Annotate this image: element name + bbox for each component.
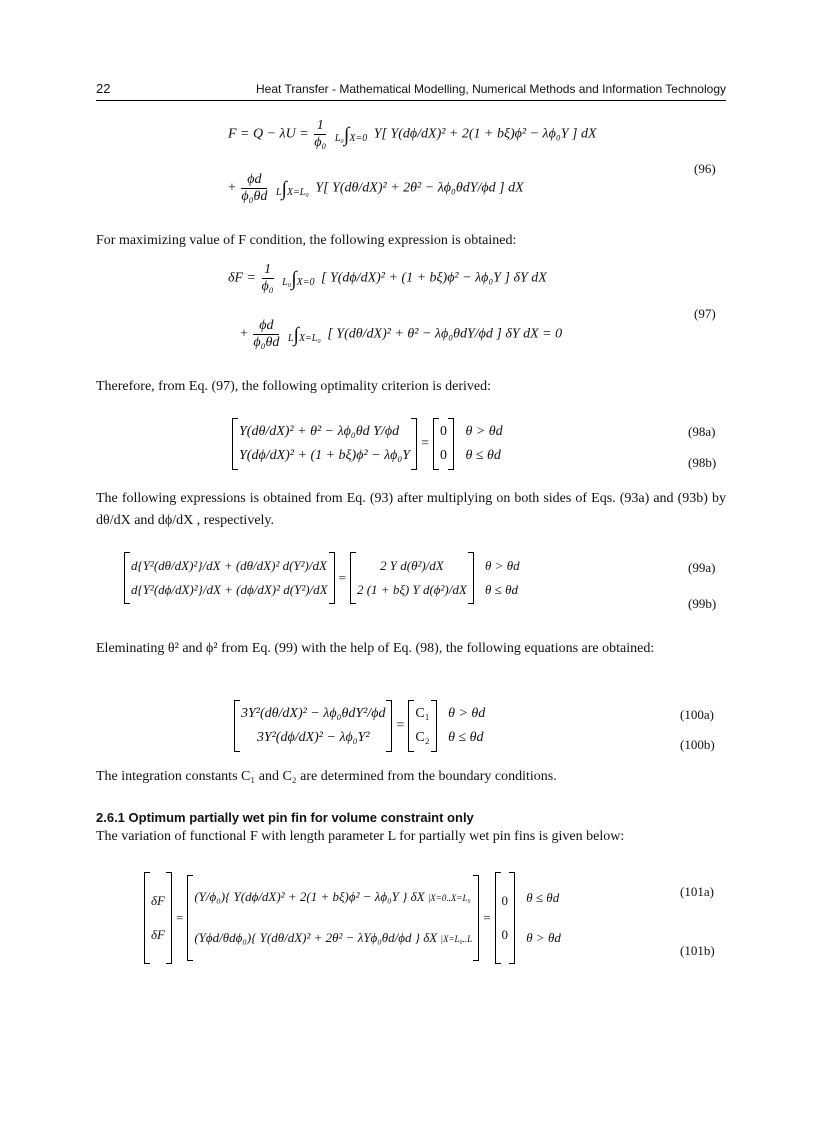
paragraph-3: The following expressions is obtained from Eq. (93) after multiplying on both sides of Eqs. (93a) and (93b) by dθ/dX and dϕ/dX , respectively. bbox=[96, 491, 726, 528]
equation-97-line2: + $\frac{\phi d}{\text{ϕ₀θd}}$ L∫X=L₀ [ Y(dθ/dX)² + θ² − λϕ₀θdY/ϕd ] δY dX = 0 bbox=[240, 318, 563, 350]
equation-number-101b: (101b) bbox=[680, 943, 715, 958]
equation-number-98b: (98b) bbox=[688, 455, 717, 470]
equation-number-101a: (101a) bbox=[680, 884, 714, 899]
paragraph-1: For maximizing value of F condition, the following expression is obtained: bbox=[96, 233, 517, 248]
equation-101: δF δF = (Y/ϕ₀){ Y(dϕ/dX)² + 2(1 + bξ)ϕ² − λϕ₀Y } δX |X=0..X=L₀ (Yϕd/θdϕ₀){ Y(dθ/dX)² + 2θ² − λYϕ₀θd/ϕd } δX |X=L₀..L = 0 0 θ ≤ θd θ > θd bbox=[144, 872, 561, 964]
equation-number-100b: (100b) bbox=[680, 737, 715, 752]
page-number: 22 bbox=[96, 81, 111, 96]
equation-98: Y(dθ/dX)² + θ² − λϕ₀θd Y/ϕd Y(dϕ/dX)² + (1 + bξ)ϕ² − λϕ₀Y = 0 0 θ > θd θ ≤ θd bbox=[232, 418, 503, 470]
equation-number-97: (97) bbox=[694, 306, 716, 321]
equation-97-line1: δF = $\frac{1}{\text{ϕ₀}}$ L₀∫X=0 [ Y(dϕ/dX)² + (1 + bξ)ϕ² − λϕ₀Y ] δY dX bbox=[228, 262, 547, 294]
equation-99: d{Y²(dθ/dX)²}/dX + (dθ/dX)² d(Y²)/dX d{Y²(dϕ/dX)²}/dX + (dϕ/dX)² d(Y²)/dX = 2 Y d(θ²)/dX 2 (1 + bξ) Y d(ϕ²)/dX θ > θd θ ≤ θd bbox=[124, 552, 520, 604]
running-title: Heat Transfer - Mathematical Modelling, Numerical Methods and Information Technology bbox=[255, 82, 726, 96]
paragraph-6: The variation of functional F with length parameter L for partially wet pin fins is given below: bbox=[96, 829, 625, 844]
equation-number-100a: (100a) bbox=[680, 707, 714, 722]
equation-number-98a: (98a) bbox=[688, 424, 716, 439]
section-heading: 2.6.1 Optimum partially wet pin fin for volume constraint only bbox=[96, 810, 474, 825]
equation-96-line2: + $\frac{\phi d}{\text{ϕ₀θd}}$ L∫X=L₀ Y[ Y(dθ/dX)² + 2θ² − λϕ₀θdY/ϕd ] dX bbox=[228, 172, 524, 204]
equation-number-99a: (99a) bbox=[688, 560, 716, 575]
paragraph-2: Therefore, from Eq. (97), the following optimality criterion is derived: bbox=[96, 379, 491, 394]
equation-100: 3Y²(dθ/dX)² − λϕ₀θdY²/ϕd 3Y²(dϕ/dX)² − λϕ₀Y² = C₁ C₂ θ > θd θ ≤ θd bbox=[234, 700, 485, 752]
paragraph-5: The integration constants C₁ and C₂ are determined from the boundary conditions. bbox=[96, 769, 557, 784]
equation-number-99b: (99b) bbox=[688, 596, 717, 611]
equation-96-line1: F = Q − λU = $\frac{1}{\text{ϕ₀}}$ L₀∫X=0 Y[ Y(dϕ/dX)² + 2(1 + bξ)ϕ² − λϕ₀Y ] dX bbox=[228, 118, 597, 150]
equation-number-96: (96) bbox=[694, 161, 716, 176]
page-header bbox=[96, 80, 726, 101]
paragraph-4: Eleminating θ² and ϕ² from Eq. (99) with the help of Eq. (98), the following equations are obtained: bbox=[96, 641, 655, 656]
